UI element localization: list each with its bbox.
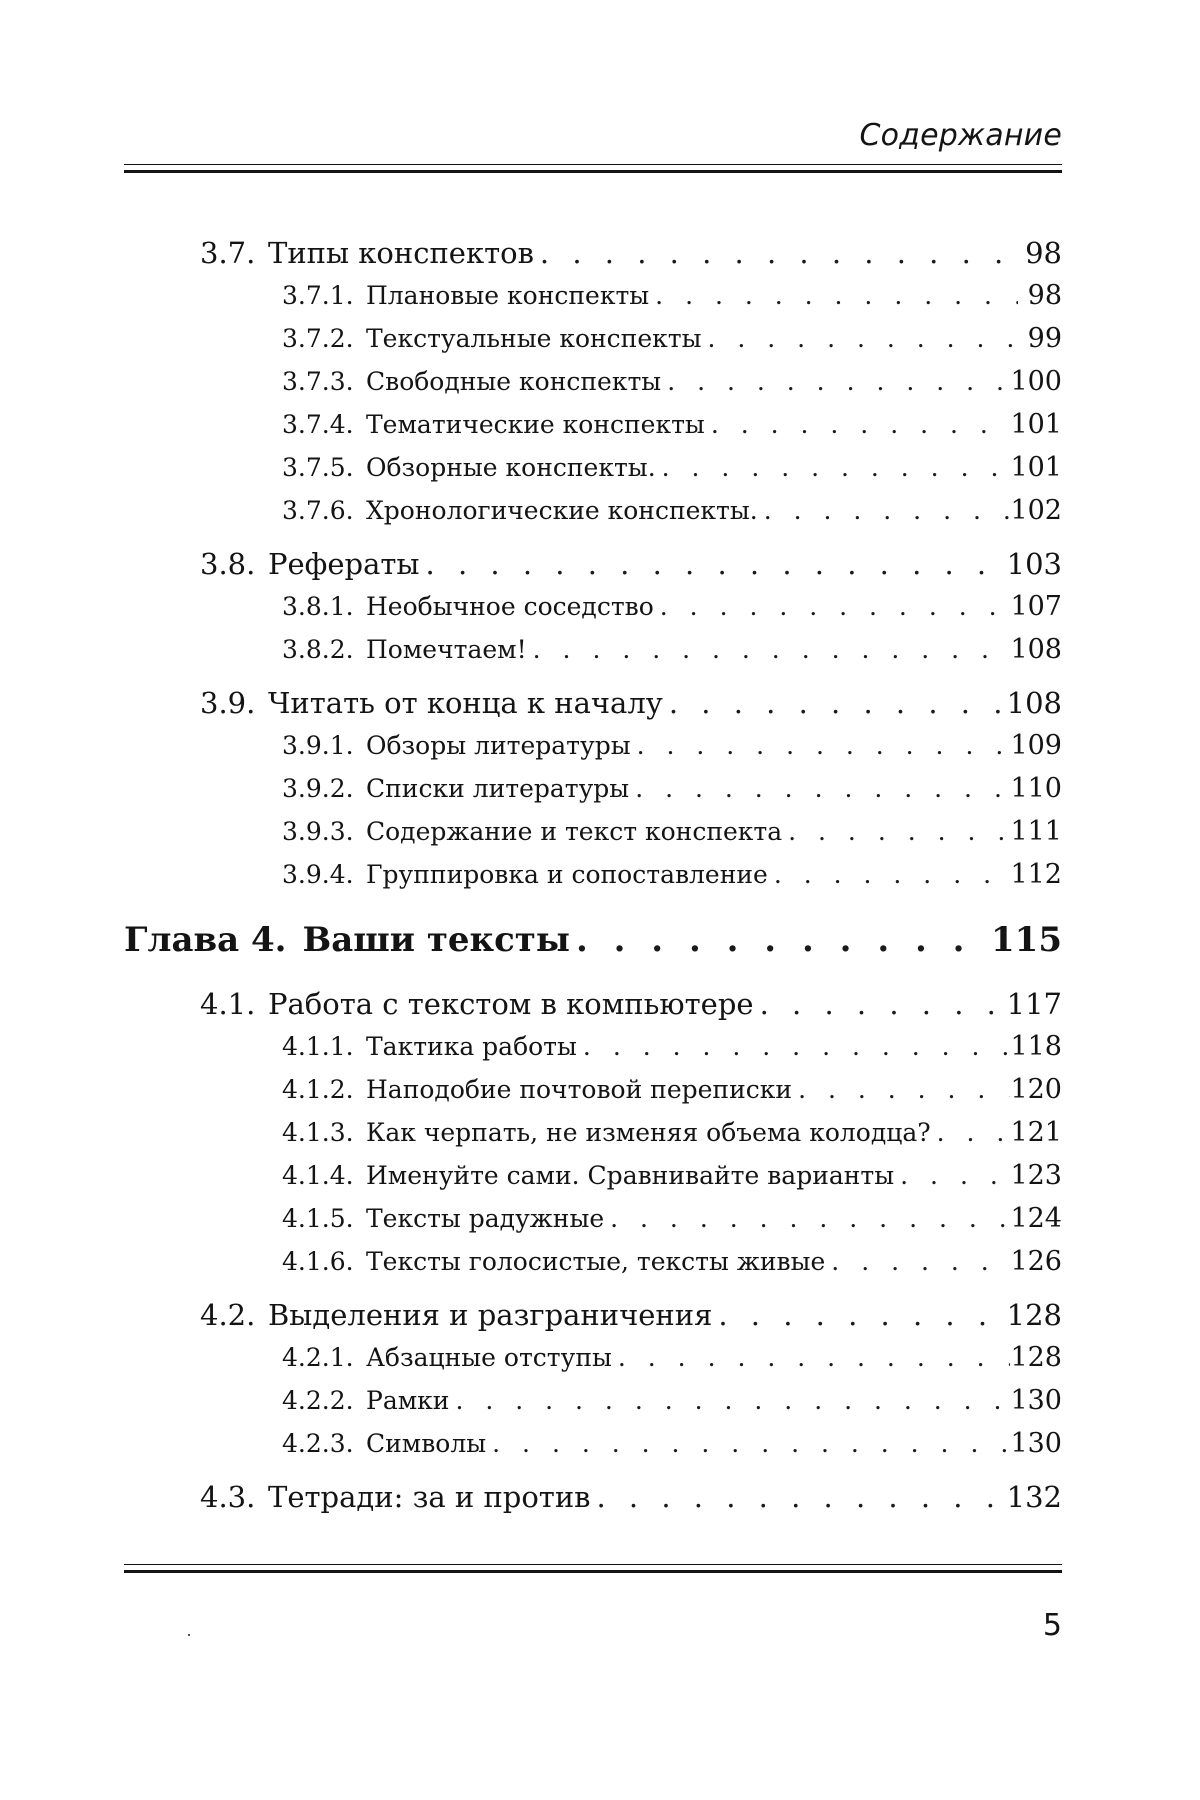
- toc-chapter-title: Ваши тексты: [302, 920, 570, 960]
- toc-entry-3-7-6[interactable]: [282, 495, 1062, 526]
- toc-entry-number: 4.1.1.: [282, 1032, 354, 1061]
- page-number: 5: [1042, 1608, 1062, 1643]
- toc-leader-dots: [758, 496, 1011, 525]
- toc-leader-dots: [577, 1032, 1011, 1061]
- toc-entry-number: 4.2.: [200, 1298, 256, 1332]
- toc-entry-title: Рамки: [366, 1386, 450, 1415]
- toc-entry-3-9-4[interactable]: [282, 859, 1062, 890]
- toc-entry-title: Абзацные отступы: [366, 1343, 612, 1372]
- toc-leader-dots: [702, 324, 1019, 353]
- toc-entry-page: 99: [1027, 323, 1062, 354]
- toc-leader-dots: [449, 1386, 1010, 1415]
- toc-leader-dots: [661, 367, 1010, 396]
- toc-entry-number: 4.1.4.: [282, 1161, 354, 1190]
- toc-entry-4-2[interactable]: [200, 1298, 1062, 1332]
- toc-entry-page: 103: [1006, 547, 1062, 581]
- toc-entry-page: 130: [1010, 1428, 1062, 1459]
- toc-leader-dots: [570, 920, 991, 960]
- toc-entry-number: 3.7.2.: [282, 324, 354, 353]
- toc-entry-title: Плановые конспекты: [366, 281, 650, 310]
- toc-entry-page: 124: [1010, 1203, 1062, 1234]
- toc-entry-title: Хронологические конспекты.: [366, 496, 758, 525]
- toc-entry-page: 117: [1006, 987, 1062, 1021]
- toc-leader-dots: [631, 731, 1011, 760]
- toc-leader-dots: [604, 1204, 1010, 1233]
- toc-entry-title: Рефераты: [268, 547, 420, 581]
- toc-entry-page: 123: [1010, 1160, 1062, 1191]
- footer-rule-thin: [124, 1564, 1062, 1565]
- toc-entry-title: Списки литературы: [366, 774, 630, 803]
- toc-entry-number: 4.1.3.: [282, 1118, 354, 1147]
- toc-entry-3-7-5[interactable]: [282, 452, 1062, 483]
- toc-entry-title: Тематические конспекты: [366, 410, 705, 439]
- toc-entry-page: 108: [1010, 634, 1062, 665]
- toc-entry-page: 111: [1010, 816, 1062, 847]
- toc-entry-title: Текстуальные конспекты: [366, 324, 702, 353]
- toc-entry-number: 4.3.: [200, 1480, 256, 1514]
- toc-entry-number: 4.1.: [200, 987, 256, 1021]
- toc-entry-4-1[interactable]: [200, 987, 1062, 1021]
- toc-entry-title: Тексты голосистые, тексты живые: [366, 1247, 826, 1276]
- toc-entry-number: 3.9.2.: [282, 774, 354, 803]
- toc-entry-number: 3.9.4.: [282, 860, 354, 889]
- toc-entry-page: 101: [1010, 409, 1062, 440]
- toc-entry-3-7[interactable]: [200, 236, 1062, 270]
- toc-entry-page: 107: [1010, 591, 1062, 622]
- toc-entry-number: 3.7.5.: [282, 453, 354, 482]
- toc-entry-page: 101: [1010, 452, 1062, 483]
- toc-leader-dots: [792, 1075, 1010, 1104]
- toc-entry-3-9-2[interactable]: [282, 773, 1062, 804]
- toc-entry-title: Тексты радужные: [366, 1204, 605, 1233]
- toc-entry-page: 128: [1010, 1342, 1062, 1373]
- toc-entry-page: 120: [1010, 1074, 1062, 1105]
- toc-entry-title: Работа с текстом в компьютере: [268, 987, 754, 1021]
- toc-entry-3-7-3[interactable]: [282, 366, 1062, 397]
- toc-leader-dots: [629, 774, 1010, 803]
- toc-entry-number: 3.7.3.: [282, 367, 354, 396]
- toc-entry-title: Обзоры литературы: [366, 731, 631, 760]
- toc-entry-page: 132: [1006, 1480, 1062, 1514]
- toc-entry-4-1-4[interactable]: [282, 1160, 1062, 1191]
- toc-entry-title: Символы: [366, 1429, 487, 1458]
- toc-leader-dots: [527, 635, 1011, 664]
- toc-entry-number: 4.2.3.: [282, 1429, 354, 1458]
- toc-entry-page: 109: [1010, 730, 1062, 761]
- toc-entry-4-1-1[interactable]: [282, 1031, 1062, 1062]
- toc-leader-dots: [420, 547, 1007, 581]
- toc-entry-title: Именуйте сами. Сравнивайте варианты: [366, 1161, 895, 1190]
- toc-leader-dots: [712, 1298, 1006, 1332]
- toc-entry-4-1-3[interactable]: [282, 1117, 1062, 1148]
- toc-leader-dots: [612, 1343, 1011, 1372]
- toc-entry-page: 102: [1010, 495, 1062, 526]
- toc-entry-number: 3.7.: [200, 236, 256, 270]
- toc-entry-3-8-2[interactable]: [282, 634, 1062, 665]
- toc-entry-number: 3.9.3.: [282, 817, 354, 846]
- toc-chapter-4[interactable]: [124, 920, 1062, 960]
- toc-entry-number: 3.8.2.: [282, 635, 354, 664]
- toc-entry-title: Выделения и разграничения: [268, 1298, 713, 1332]
- toc-leader-dots: [768, 860, 1011, 889]
- toc-entry-title: Тетради: за и против: [268, 1480, 591, 1514]
- toc-entry-3-7-1[interactable]: [282, 280, 1062, 311]
- toc-entry-title: Типы конспектов: [268, 236, 534, 270]
- toc-entry-title: Обзорные конспекты.: [366, 453, 656, 482]
- toc-entry-number: 3.7.6.: [282, 496, 354, 525]
- toc-entry-number: 3.9.: [200, 686, 256, 720]
- toc-entry-number: 3.9.1.: [282, 731, 354, 760]
- toc-entry-page: 98: [1025, 236, 1062, 270]
- toc-leader-dots: [894, 1161, 1010, 1190]
- toc-entry-4-2-3[interactable]: [282, 1428, 1062, 1459]
- toc-entry-3-7-2[interactable]: [282, 323, 1062, 354]
- toc-entry-3-9[interactable]: [200, 686, 1062, 720]
- toc-leader-dots: [705, 410, 1011, 439]
- toc-entry-4-2-2[interactable]: [282, 1385, 1062, 1416]
- toc-entry-page: 110: [1010, 773, 1062, 804]
- toc-entry-number: 4.1.5.: [282, 1204, 354, 1233]
- toc-entry-page: 130: [1010, 1385, 1062, 1416]
- toc-entry-page: 108: [1006, 686, 1062, 720]
- toc-leader-dots: [825, 1247, 1010, 1276]
- toc-entry-page: 126: [1010, 1246, 1062, 1277]
- toc-entry-title: Содержание и текст конспекта: [366, 817, 783, 846]
- toc-leader-dots: [931, 1118, 1011, 1147]
- toc-entry-title: Необычное соседство: [366, 592, 654, 621]
- toc-entry-title: Тактика работы: [366, 1032, 577, 1061]
- toc-leader-dots: [654, 592, 1011, 621]
- toc-leader-dots: [656, 453, 1011, 482]
- toc-entry-4-3[interactable]: [200, 1480, 1062, 1514]
- footer-rule-thick: [124, 1570, 1062, 1573]
- header-rule-thick: [124, 170, 1062, 173]
- toc-entry-number: 3.8.1.: [282, 592, 354, 621]
- toc-leader-dots: [534, 236, 1018, 270]
- toc-entry-page: 118: [1010, 1031, 1062, 1062]
- toc-entry-page: 100: [1010, 366, 1062, 397]
- toc-entry-number: 4.2.2.: [282, 1386, 354, 1415]
- toc-entry-4-2-1[interactable]: [282, 1342, 1062, 1373]
- toc-entry-number: 3.7.1.: [282, 281, 354, 310]
- toc-entry-4-1-6[interactable]: [282, 1246, 1062, 1277]
- toc-entry-title: Как черпать, не изменяя объема колодца?: [366, 1118, 931, 1147]
- toc-leader-dots: [649, 281, 1018, 310]
- toc-entry-3-8-1[interactable]: [282, 591, 1062, 622]
- toc-chapter-number: Глава 4.: [124, 920, 287, 960]
- toc-entry-number: 3.7.4.: [282, 410, 354, 439]
- toc-entry-number: 4.1.6.: [282, 1247, 354, 1276]
- toc-entry-4-1-2[interactable]: [282, 1074, 1062, 1105]
- toc-entry-title: Группировка и сопоставление: [366, 860, 768, 889]
- toc-entry-4-1-5[interactable]: [282, 1203, 1062, 1234]
- toc-leader-dots: [591, 1480, 1007, 1514]
- toc-entry-title: Помечтаем!: [366, 635, 527, 664]
- toc-entry-title: Читать от конца к началу: [268, 686, 663, 720]
- toc-entry-page: 112: [1010, 859, 1062, 890]
- toc-leader-dots: [754, 987, 1007, 1021]
- toc-entry-title: Наподобие почтовой переписки: [366, 1075, 793, 1104]
- toc-leader-dots: [486, 1429, 1010, 1458]
- toc-entry-title: Свободные конспекты: [366, 367, 662, 396]
- toc-entry-3-7-4[interactable]: [282, 409, 1062, 440]
- scan-speck: [188, 1634, 190, 1636]
- toc-entry-page: 115: [991, 920, 1062, 960]
- toc-entry-number: 3.8.: [200, 547, 256, 581]
- toc-leader-dots: [782, 817, 1010, 846]
- toc-entry-page: 128: [1006, 1298, 1062, 1332]
- toc-entry-page: 121: [1010, 1117, 1062, 1148]
- toc-entry-3-8[interactable]: [200, 547, 1062, 581]
- toc-entry-number: 4.2.1.: [282, 1343, 354, 1372]
- toc-entry-3-9-1[interactable]: [282, 730, 1062, 761]
- running-header-title: Содержание: [859, 118, 1062, 153]
- toc-entry-number: 4.1.2.: [282, 1075, 354, 1104]
- toc-leader-dots: [663, 686, 1007, 720]
- toc-entry-3-9-3[interactable]: [282, 816, 1062, 847]
- header-rule-thin: [124, 164, 1062, 165]
- toc-entry-page: 98: [1027, 280, 1062, 311]
